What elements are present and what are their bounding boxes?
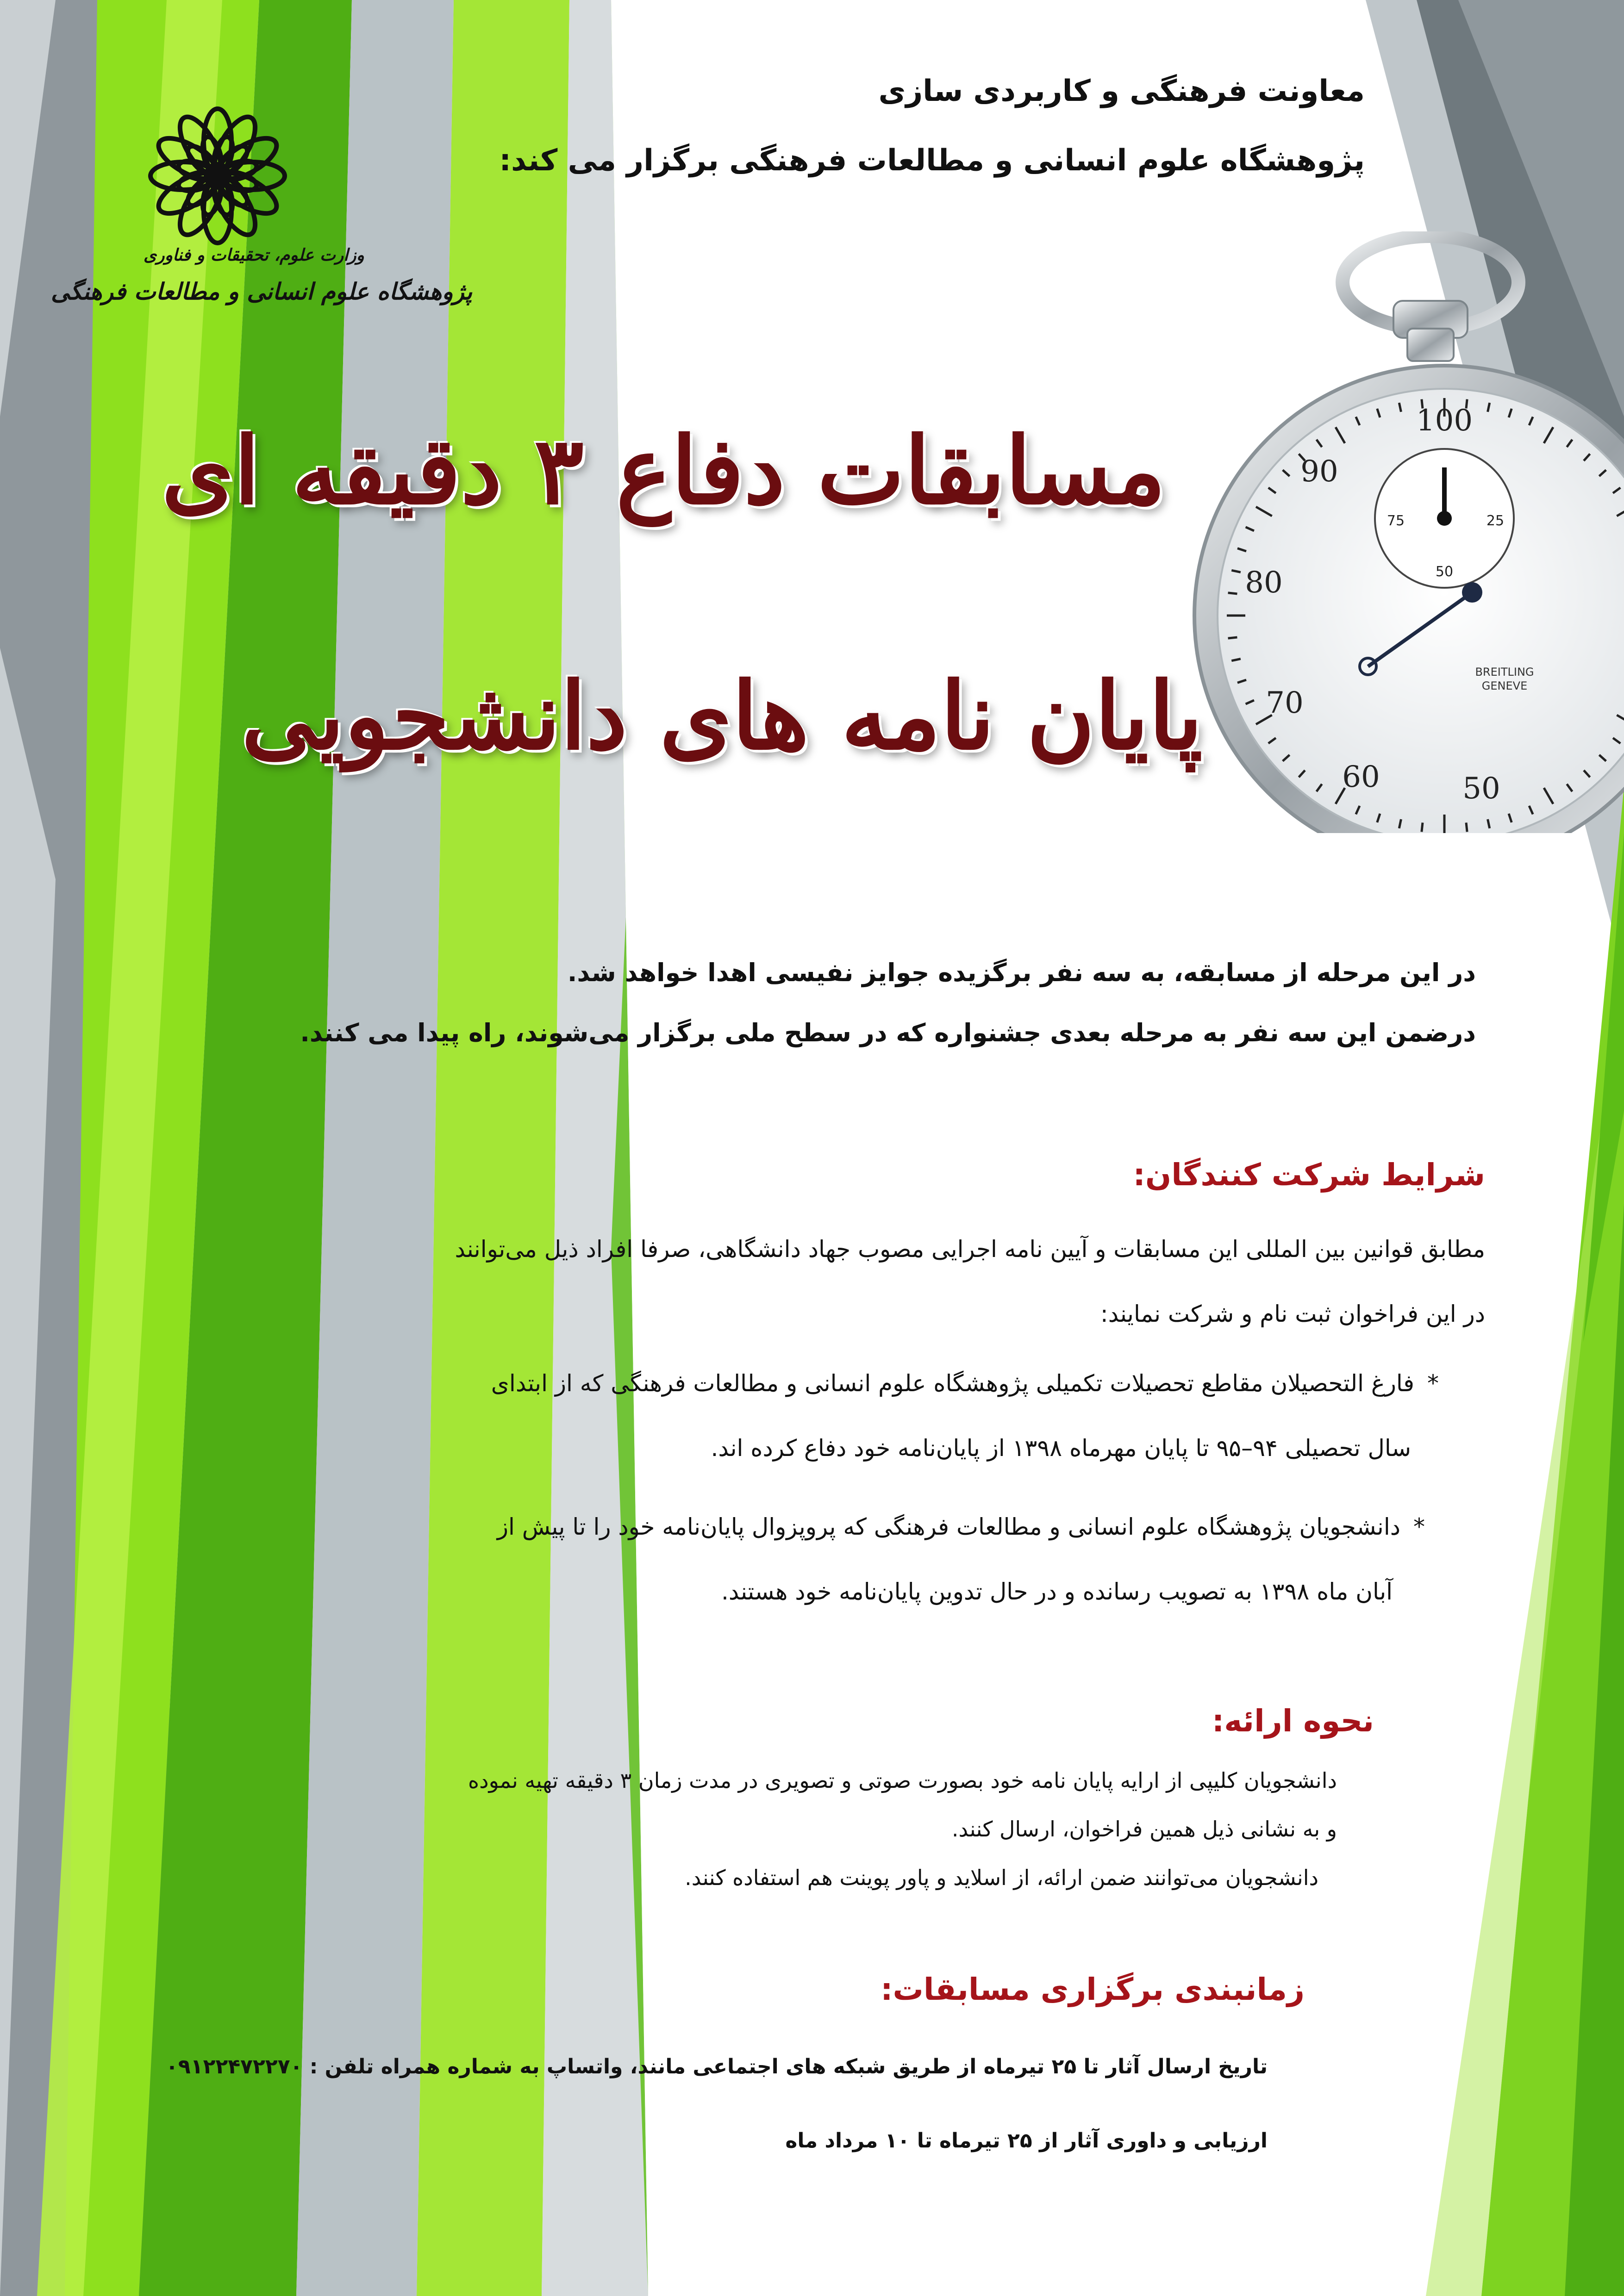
institute-name: پژوهشگاه علوم انسانی و مطالعات فرهنگی [51,278,473,305]
bullet-star-icon: * [1427,1370,1439,1397]
dial-number: 100 [1416,404,1473,438]
presentation-line-2: و به نشانی ذیل همین فراخوان، ارسال کنند. [951,1817,1337,1842]
rosette-icon [148,106,287,245]
dial-number: 70 [1266,686,1304,720]
condition-bullet-1-cont: سال تحصیلی ۹۴–۹۵ تا پایان مهرماه ۱۳۹۸ از پایان‌نامه خود دفاع کرده اند. [711,1435,1411,1462]
brand-city: GENEVE [1481,679,1528,692]
condition-bullet-2-cont: آبان ماه ۱۳۹۸ به تصویب رسانده و در حال تدوین پایان‌نامه خود هستند. [721,1578,1393,1605]
intro-line-1: در این مرحله از مسابقه، به سه نفر برگزیده جوایز نفیسی اهدا خواهد شد. [567,958,1476,987]
institute-logo [51,106,473,366]
stopwatch-image [1185,231,1624,833]
header-line-2: پژوهشگاه علوم انسانی و مطالعات فرهنگی برگزار می کند: [499,143,1365,178]
presentation-line-1: دانشجویان کلیپی از ارایه پایان نامه خود بصورت صوتی و تصویری در مدت زمان ۳ دقیقه تهیه نموده [468,1768,1337,1793]
intro-line-2: درضمن این سه نفر به مرحله بعدی جشنواره که در سطح ملی برگزار می‌شوند، راه پیدا می کنند. [300,1018,1476,1047]
bullet-1-text: فارغ التحصیلان مقاطع تحصیلات تکمیلی پژوهشگاه علوم انسانی و مطالعات فرهنگی که از ابتدای [491,1370,1414,1397]
condition-bullet-1 [491,1370,1439,1397]
presentation-line-3: دانشجویان می‌توانند ضمن ارائه، از اسلاید و پاور پوینت هم استفاده کنند. [685,1865,1318,1890]
schedule-line-2: ارزیابی و داوری آثار از ۲۵ تیرماه تا ۱۰ مرداد ماه [785,2129,1268,2153]
bullet-star-icon: * [1413,1513,1425,1540]
conditions-line-2: در این فراخوان ثبت نام و شرکت نمایند: [1100,1300,1485,1327]
dial-number: 90 [1300,454,1338,489]
main-title: مسابقات دفاع ۳ دقیقه ای [162,417,1166,525]
dial-number: 60 [1342,760,1380,794]
dial-number: 50 [1462,772,1500,806]
subdial-number: 25 [1486,513,1505,529]
schedule-heading: زمانبندی برگزاری مسابقات: [881,1972,1305,2007]
schedule-line-1: تاریخ ارسال آثار تا ۲۵ تیرماه از طریق شبکه های اجتماعی مانند، واتساپ به شماره همراه تلفن : ۰۹۱۲۲۴۷۲۲۷۰ [166,2055,1268,2078]
ministry-name: وزارت علوم، تحقیقات و فناوری [144,245,364,265]
main-subtitle: پایان نامه های دانشجویی [241,662,1203,771]
dial-number: 80 [1245,566,1283,600]
presentation-heading: نحوه ارائه: [1212,1703,1374,1739]
brand-name: BREITLING [1475,666,1534,678]
subdial-number: 50 [1435,564,1454,580]
bullet-2-text: دانشجویان پژوهشگاه علوم انسانی و مطالعات فرهنگی که پروپزوال پایان‌نامه خود را تا پیش از [497,1513,1400,1540]
header-line-1: معاونت فرهنگی و کاربردی سازی [878,74,1365,108]
subdial-number: 75 [1387,513,1405,529]
conditions-heading: شرایط شرکت کنندگان: [1133,1157,1485,1193]
conditions-line-1: مطابق قوانین بین المللی این مسابقات و آیین نامه اجرایی مصوب جهاد دانشگاهی، صرفا افراد ذیل می‌توانند [455,1236,1485,1263]
condition-bullet-2 [497,1513,1425,1540]
